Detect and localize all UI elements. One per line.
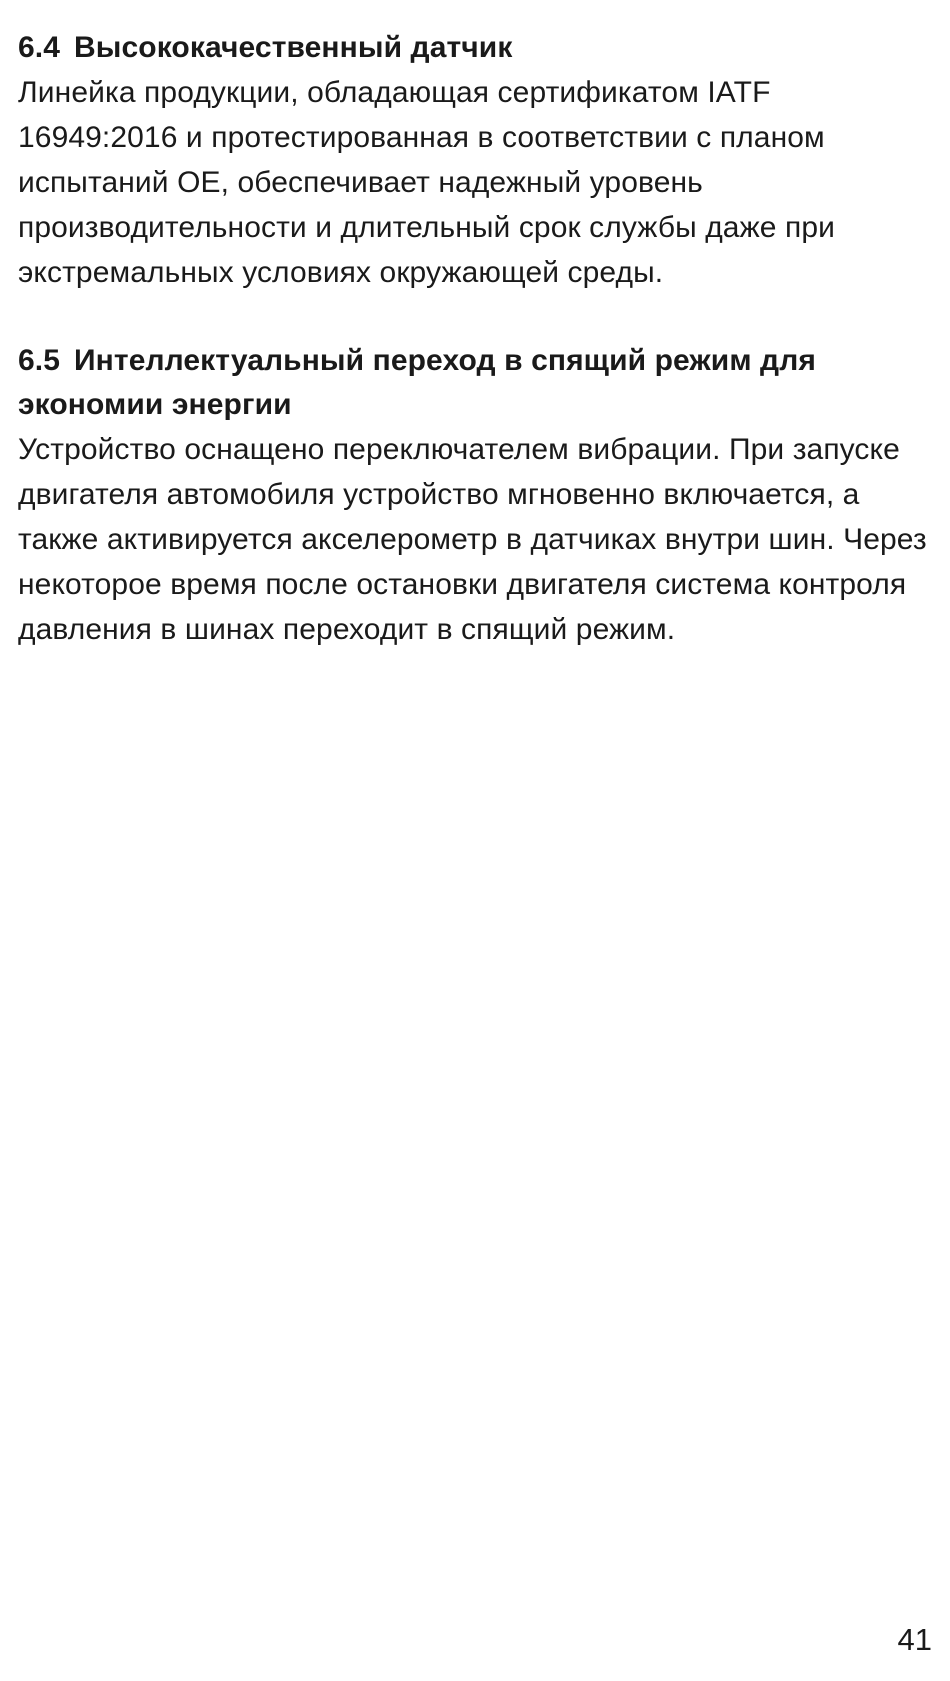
section-6-5 [18,339,938,652]
document-content [18,26,938,652]
section-body: Линейка продукции, обладающая сертификатом IATF 16949:2016 и протестированная в соответствии с планом испытаний OE, обеспечивает надежный уровень производительности и длительный срок службы даже при экстремальных условиях окружающей среды. [18,76,835,289]
section-heading [18,339,938,427]
section-body: Устройство оснащено переключателем вибрации. При запуске двигателя автомобиля устройство мгновенно включается, а также активируется акселерометр в датчиках внутри шин. Через некоторое время после остановки двигателя система контроля давления в шинах переходит в спящий режим. [18,433,927,646]
section-title: Высококачественный датчик [74,31,513,64]
page-number: 41 [897,1622,932,1657]
section-6-4 [18,26,938,295]
section-heading [18,26,938,70]
section-number: 6.4 [18,31,61,64]
section-number: 6.5 [18,344,61,377]
section-title: Интеллектуальный переход в спящий режим для экономии энергии [18,344,816,421]
